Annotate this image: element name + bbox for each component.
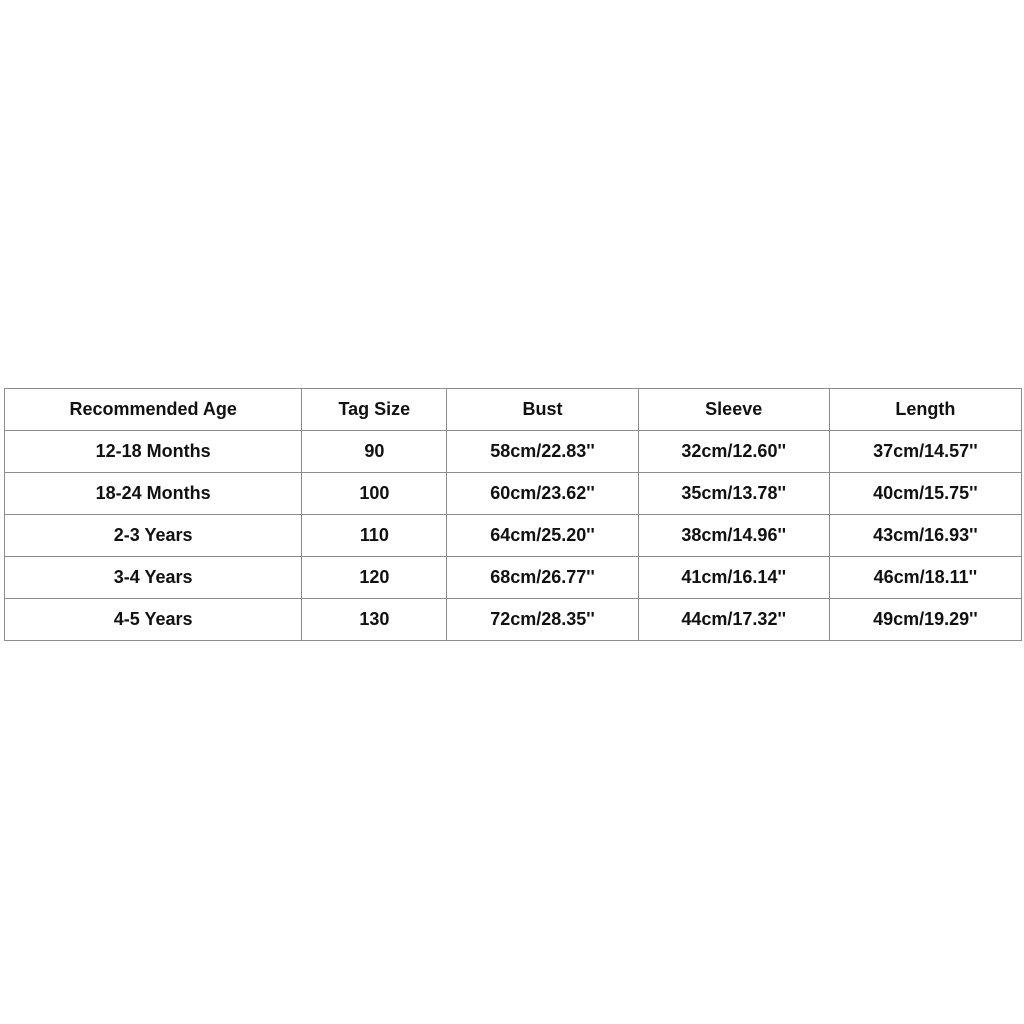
- table-row: [5, 473, 1022, 515]
- header-bust: Bust: [447, 389, 638, 431]
- cell-length: 40cm/15.75'': [829, 473, 1021, 515]
- cell-tag-size: 110: [302, 515, 447, 557]
- cell-bust: 72cm/28.35'': [447, 599, 638, 641]
- table-row: [5, 557, 1022, 599]
- cell-tag-size: 120: [302, 557, 447, 599]
- header-length: Length: [829, 389, 1021, 431]
- header-recommended-age: Recommended Age: [5, 389, 302, 431]
- cell-length: 49cm/19.29'': [829, 599, 1021, 641]
- cell-age: 3-4 Years: [5, 557, 302, 599]
- cell-age: 4-5 Years: [5, 599, 302, 641]
- cell-sleeve: 44cm/17.32'': [638, 599, 829, 641]
- cell-length: 46cm/18.11'': [829, 557, 1021, 599]
- cell-bust: 64cm/25.20'': [447, 515, 638, 557]
- cell-bust: 60cm/23.62'': [447, 473, 638, 515]
- cell-tag-size: 90: [302, 431, 447, 473]
- table-row: [5, 431, 1022, 473]
- size-chart-table: [4, 388, 1022, 641]
- header-sleeve: Sleeve: [638, 389, 829, 431]
- cell-bust: 68cm/26.77'': [447, 557, 638, 599]
- cell-length: 43cm/16.93'': [829, 515, 1021, 557]
- cell-sleeve: 38cm/14.96'': [638, 515, 829, 557]
- cell-sleeve: 41cm/16.14'': [638, 557, 829, 599]
- cell-tag-size: 130: [302, 599, 447, 641]
- table-header-row: [5, 389, 1022, 431]
- cell-sleeve: 32cm/12.60'': [638, 431, 829, 473]
- cell-bust: 58cm/22.83'': [447, 431, 638, 473]
- header-tag-size: Tag Size: [302, 389, 447, 431]
- table-row: [5, 515, 1022, 557]
- cell-length: 37cm/14.57'': [829, 431, 1021, 473]
- cell-age: 2-3 Years: [5, 515, 302, 557]
- cell-age: 18-24 Months: [5, 473, 302, 515]
- cell-age: 12-18 Months: [5, 431, 302, 473]
- table-row: [5, 599, 1022, 641]
- cell-tag-size: 100: [302, 473, 447, 515]
- cell-sleeve: 35cm/13.78'': [638, 473, 829, 515]
